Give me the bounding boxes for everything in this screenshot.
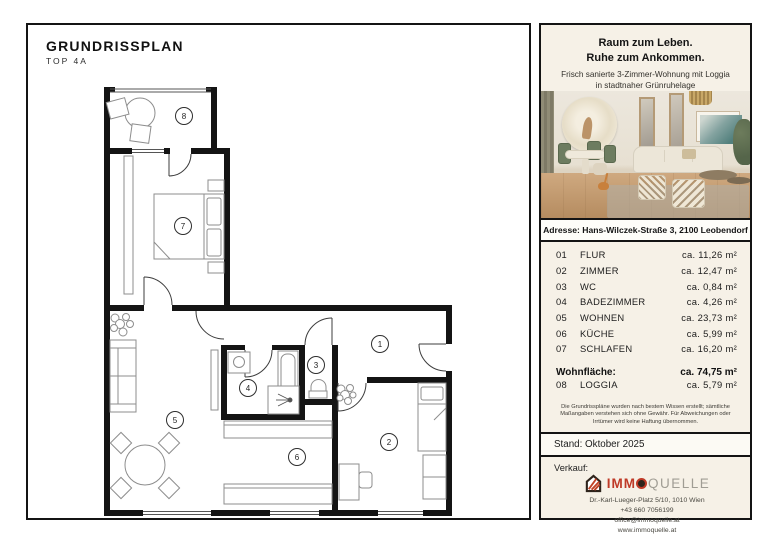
photo-cushion xyxy=(682,149,696,159)
room-row: 07 SCHLAFEN ca. 16,20 m² xyxy=(556,343,737,355)
svg-text:6: 6 xyxy=(294,453,300,462)
dining-table xyxy=(125,445,165,485)
room-row: 02 ZIMMER ca. 12,47 m² xyxy=(556,265,737,277)
photo-dining-table xyxy=(565,150,606,159)
loggia-chair xyxy=(130,124,151,143)
page-subtitle: TOP 4A xyxy=(46,56,88,66)
svg-text:7: 7 xyxy=(180,222,186,231)
plant xyxy=(111,314,134,337)
photo-plant xyxy=(733,119,750,165)
photo-table-leg xyxy=(582,159,589,174)
stand-bar: Stand: Oktober 2025 xyxy=(541,432,750,457)
property-photo xyxy=(541,91,750,218)
bedroom-wardrobe xyxy=(124,156,133,294)
room-row: 06 KÜCHE ca. 5,99 m² xyxy=(556,327,737,339)
room-number-badge xyxy=(372,336,389,353)
desk-chair xyxy=(359,472,372,488)
svg-text:5: 5 xyxy=(172,416,178,425)
plan-title-block xyxy=(46,38,184,66)
dining-chair xyxy=(110,432,131,453)
dining-chair xyxy=(158,477,179,498)
photo-stool xyxy=(593,163,607,175)
desk xyxy=(339,464,359,500)
total-label: Wohnfläche: xyxy=(556,366,616,378)
dining-chair xyxy=(110,477,131,498)
headline-line1: Raum zum Leben. xyxy=(598,37,693,49)
floorplan-panel xyxy=(26,23,531,520)
loggia-row: 08 LOGGIA ca. 5,79 m² xyxy=(556,378,737,390)
kitchen-counter xyxy=(224,484,332,504)
svg-text:4: 4 xyxy=(245,384,251,393)
room-number-badge xyxy=(175,218,192,235)
room-number-badge xyxy=(240,380,257,397)
contact-block xyxy=(554,496,740,537)
subheadline: Frisch sanierte 3-Zimmer-Wohnung mit Loggia in stadtnaher Grünruhelage xyxy=(561,70,730,90)
pillow xyxy=(207,198,221,225)
toilet-tank xyxy=(309,391,327,398)
room-row: 04 BADEZIMMER ca. 4,26 m² xyxy=(556,296,737,308)
verkauf-label: Verkauf: xyxy=(554,462,589,473)
room-number-badge xyxy=(289,449,306,466)
room-row: 03 WC ca. 0,84 m² xyxy=(556,280,737,292)
photo-pendant-lamp xyxy=(689,91,712,105)
logo-quelle-text: QUELLE xyxy=(647,475,711,491)
svg-text:8: 8 xyxy=(181,112,187,121)
photo-coffee-table xyxy=(727,177,750,184)
page-title: GRUNDRISSPLAN xyxy=(46,38,184,54)
pillow xyxy=(207,229,221,256)
contact-email: office@immoquelle.at xyxy=(614,517,680,524)
dining-chair xyxy=(158,432,179,453)
verkauf-section xyxy=(541,457,750,537)
contact-website: www.immoquelle.at xyxy=(617,527,677,535)
room-number-badge xyxy=(167,412,184,429)
kitchen-counter xyxy=(224,421,332,438)
disclaimer-text: Die Grundrisspläne wurden nach bestem Wissen erstellt; sämtliche Maßangaben verstehen sich ohne Gewähr. Für Abweichungen oder Irrtümer wird keine Haftung übernommen. xyxy=(560,403,731,425)
plant xyxy=(337,385,356,405)
immoquelle-house-icon xyxy=(584,474,603,493)
toilet-bowl xyxy=(311,380,326,391)
shelf xyxy=(211,350,218,410)
photo-cat xyxy=(598,182,609,190)
headline-line2: Ruhe zum Ankommen. xyxy=(586,51,705,64)
loggia-table xyxy=(125,98,155,128)
room-number-badge xyxy=(381,434,398,451)
logo-immo-text: IMM xyxy=(606,475,636,491)
photo-pouf xyxy=(672,179,705,208)
immoquelle-logo xyxy=(554,474,740,493)
nightstand xyxy=(208,262,224,273)
pillow xyxy=(421,387,443,400)
total-value: ca. 74,75 m² xyxy=(680,366,737,378)
room-number-badge xyxy=(308,357,325,374)
sidebar-header xyxy=(541,25,750,91)
room-number-badge xyxy=(176,108,193,125)
room-row: 01 FLUR ca. 11,26 m² xyxy=(556,249,737,261)
contact-address: Dr.-Karl-Lueger-Platz 5/10, 1010 Wien xyxy=(589,496,705,504)
svg-text:2: 2 xyxy=(386,438,392,447)
photo-curtain xyxy=(541,91,554,183)
info-sidebar xyxy=(539,23,752,535)
total-area-row xyxy=(541,363,750,379)
floorplan-drawing xyxy=(98,82,462,522)
contact-phone: +43 660 7056199 xyxy=(620,506,674,514)
room-list xyxy=(541,242,750,359)
room-row: 05 WOHNEN ca. 23,73 m² xyxy=(556,312,737,324)
address-bar: Adresse: Hans-Wilczek-Straße 3, 2100 Leobendorf xyxy=(541,218,750,242)
svg-text:1: 1 xyxy=(377,340,383,349)
photo-pouf xyxy=(638,175,666,200)
svg-text:3: 3 xyxy=(313,361,319,370)
nightstand xyxy=(208,180,224,191)
logo-o-icon xyxy=(636,478,647,489)
photo-sofa xyxy=(633,146,723,173)
photo-chair xyxy=(604,145,616,163)
